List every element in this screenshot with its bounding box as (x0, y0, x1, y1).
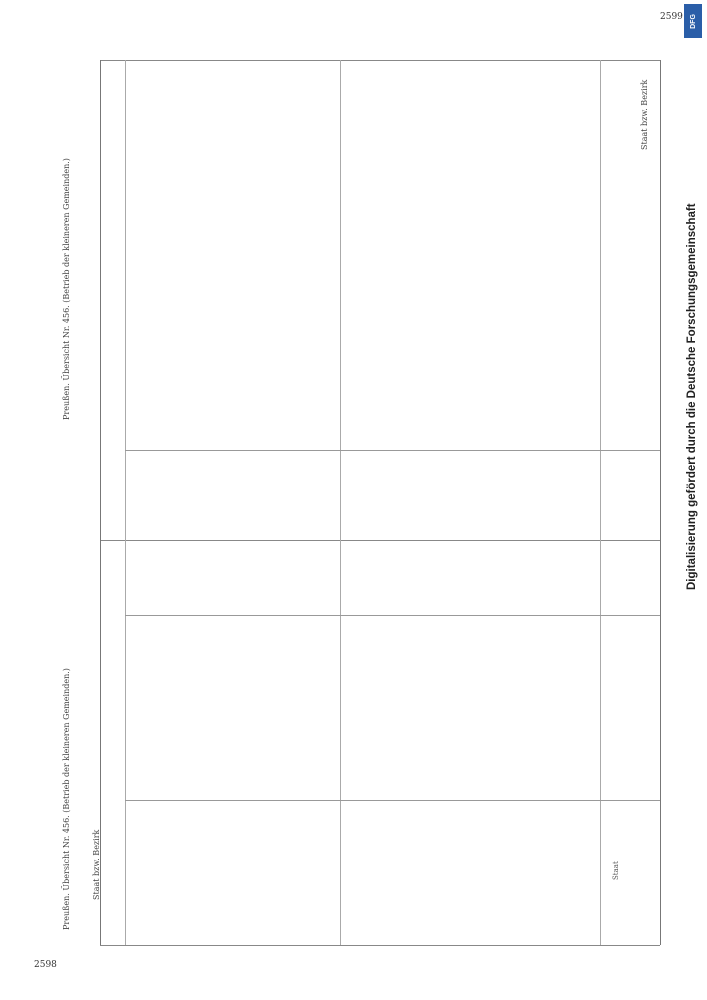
row-rule (125, 450, 660, 451)
table-rule (100, 60, 660, 61)
column-rule (340, 60, 341, 945)
page-number-bottom: 2598 (34, 960, 57, 970)
dfg-watermark-text: Digitalisierung gefördert durch die Deutsche Forschungsgemeinschaft (686, 203, 698, 590)
column-rule (125, 60, 126, 945)
summary-row-label: Staat (612, 861, 620, 880)
stub-header-lower: Staat bzw. Bezirk (92, 829, 101, 900)
table-caption-upper: Preußen. Übersicht Nr. 456. (Betrieb der kleineren Gemeinden.) (62, 158, 71, 420)
table-rule (660, 60, 661, 945)
row-rule (125, 800, 660, 801)
dfg-watermark (683, 0, 705, 1000)
page-number-top: 2599 (660, 12, 683, 22)
dfg-logo: DFG (684, 4, 702, 38)
table-caption-lower: Preußen. Übersicht Nr. 456. (Betrieb der kleineren Gemeinden.) (62, 668, 71, 930)
table-rule (100, 945, 660, 946)
column-rule (600, 60, 601, 945)
stub-header-upper: Staat bzw. Bezirk (640, 79, 649, 150)
table-rule (100, 540, 660, 541)
table-rule (100, 60, 101, 945)
row-rule (125, 615, 660, 616)
